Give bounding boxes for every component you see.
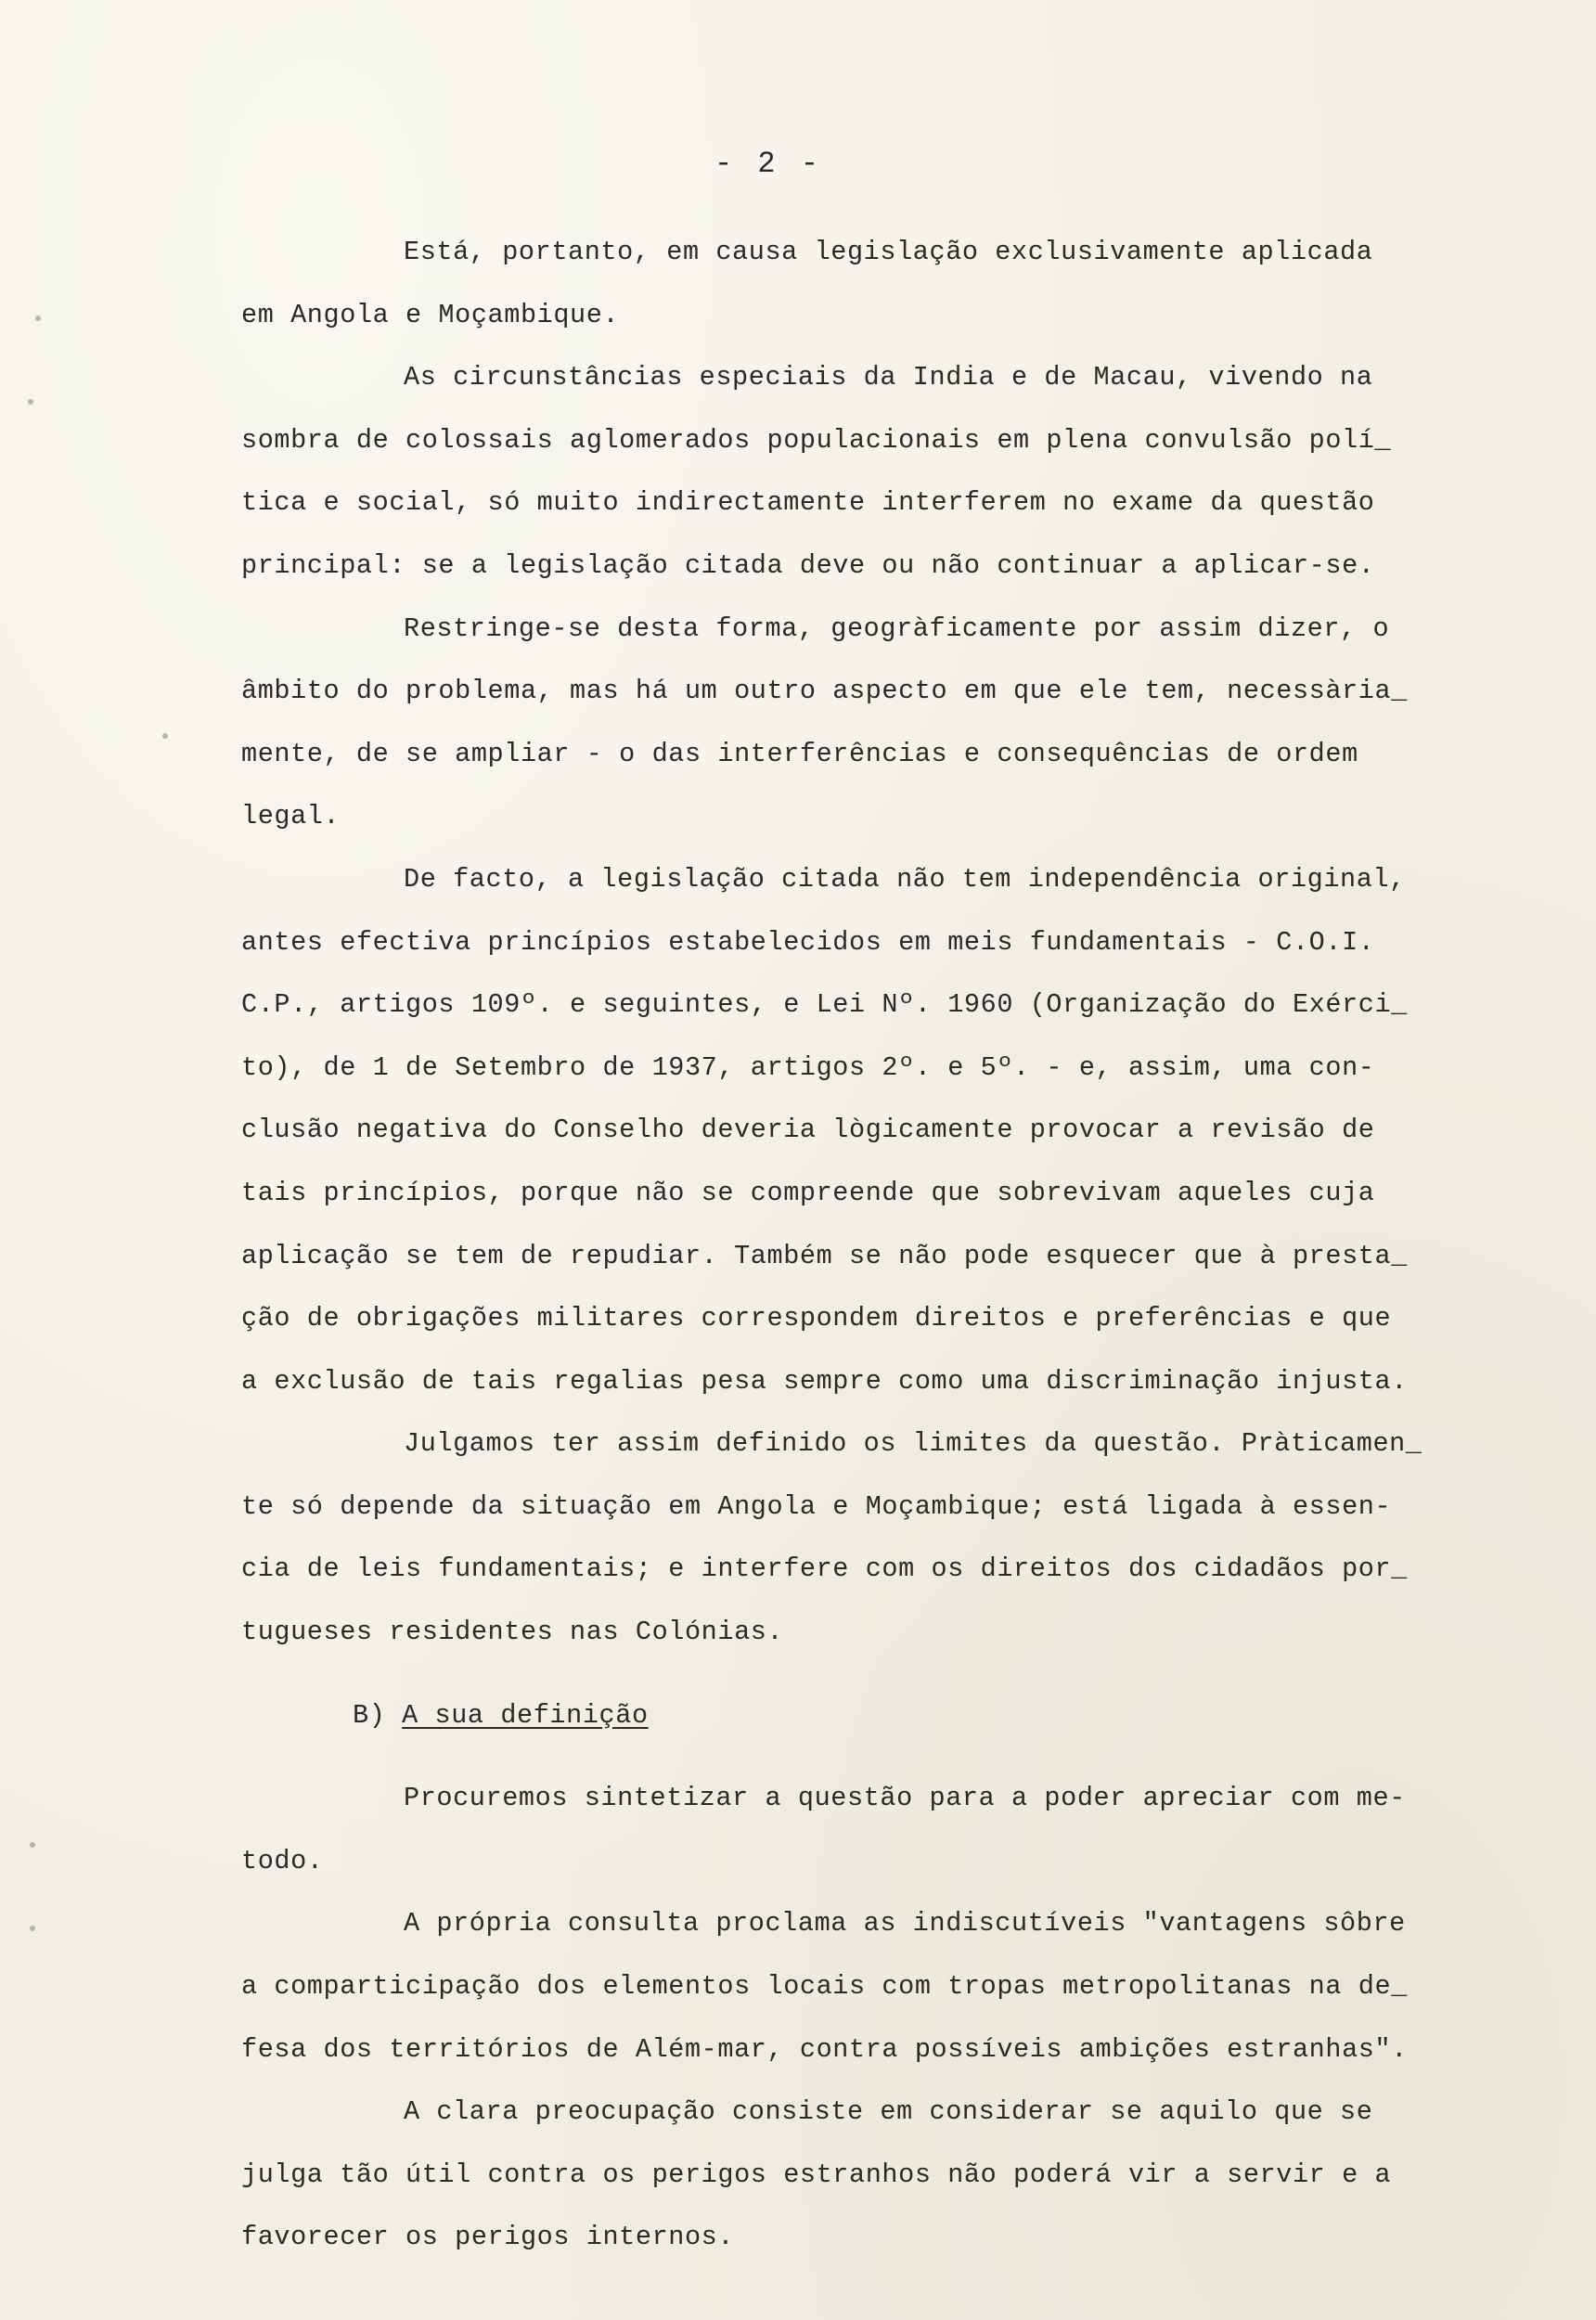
text-line: Julgamos ter assim definido os limites da questão. Pràticamen_ [404,1428,1422,1460]
text-line: julga tão útil contra os perigos estranhos não poderá vir a servir e a [241,2159,1392,2190]
spacer [241,1664,1550,1684]
text-line: te só depende da situação em Angola e Moçambique; está ligada à essen- [241,1490,1392,1522]
paragraph-block-a [241,221,1550,1664]
paper-spot [30,1926,35,1931]
text-line: principal: se a legislação citada deve ou não continuar a aplicar-se. [241,549,1375,581]
text-line: aplicação se tem de repudiar. Também se não pode esquecer que à presta_ [241,1240,1408,1271]
text-line: em Angola e Moçambique. [241,299,620,330]
text-line: fesa dos territórios de Além-mar, contra possíveis ambições estranhas". [241,2033,1408,2065]
spacer [241,1746,1550,1767]
text-line: C.P., artigos 109º. e seguintes, e Lei Nº. 1960 (Organização do Exérci_ [241,989,1408,1021]
text-line: to), de 1 de Setembro de 1937, artigos 2º. e 5º. - e, assim, uma con- [241,1051,1375,1083]
text-line: De facto, a legislação citada não tem independência original, [404,863,1406,895]
paper-spot [30,1842,35,1848]
text-line: A clara preocupação consiste em considerar se aquilo que se [404,2096,1373,2128]
text-line: Restringe-se desta forma, geogràficamente por assim dizer, o [404,612,1390,644]
paper-spot [162,733,168,739]
text-line: tais princípios, porque não se compreende que sobrevivam aqueles cuja [241,1177,1375,1208]
text-line: mente, de se ampliar - o das interferências e consequências de ordem [241,738,1358,769]
text-line: cia de leis fundamentais; e interfere com os direitos dos cidadãos por_ [241,1553,1408,1585]
text-line: Está, portanto, em causa legislação exclusivamente aplicada [404,237,1373,267]
text-line: todo. [241,1845,324,1876]
paper-spot [35,316,41,321]
text-line: ção de obrigações militares correspondem direitos e preferências e que [241,1303,1392,1334]
text-line: tica e social, só muito indirectamente interferem no exame da questão [241,487,1375,519]
text-line: legal. [241,801,341,832]
text-line: As circunstâncias especiais da India e de Macau, vivendo na [404,362,1373,393]
paragraph-block-b [241,1767,1550,2269]
text-line: A própria consulta proclama as indiscutíveis "vantagens sôbre [404,1908,1406,1940]
section-heading-prefix: B) [353,1699,386,1731]
document-body [241,221,1550,2269]
paper-spot [28,399,33,405]
text-line: a comparticipação dos elementos locais com tropas metropolitanas na de_ [241,1971,1408,2003]
text-line: clusão negativa do Conselho deveria lògicamente provocar a revisão de [241,1115,1375,1146]
text-line: a exclusão de tais regalias pesa sempre como uma discriminação injusta. [241,1365,1408,1397]
text-line: sombra de colossais aglomerados populacionais em plena convulsão polí_ [241,424,1392,456]
text-line: âmbito do problema, mas há um outro aspecto em que ele tem, necessària_ [241,676,1408,707]
text-line: Procuremos sintetizar a questão para a poder apreciar com me- [404,1783,1406,1814]
section-heading-title: A sua definição [402,1699,649,1731]
page-number: - 2 - [714,147,823,181]
section-heading [241,1684,1550,1747]
text-line: antes efectiva princípios estabelecidos em meis fundamentais - C.O.I. [241,926,1375,958]
text-line: tugueses residentes nas Colónias. [241,1617,784,1648]
text-line: favorecer os perigos internos. [241,2222,735,2253]
